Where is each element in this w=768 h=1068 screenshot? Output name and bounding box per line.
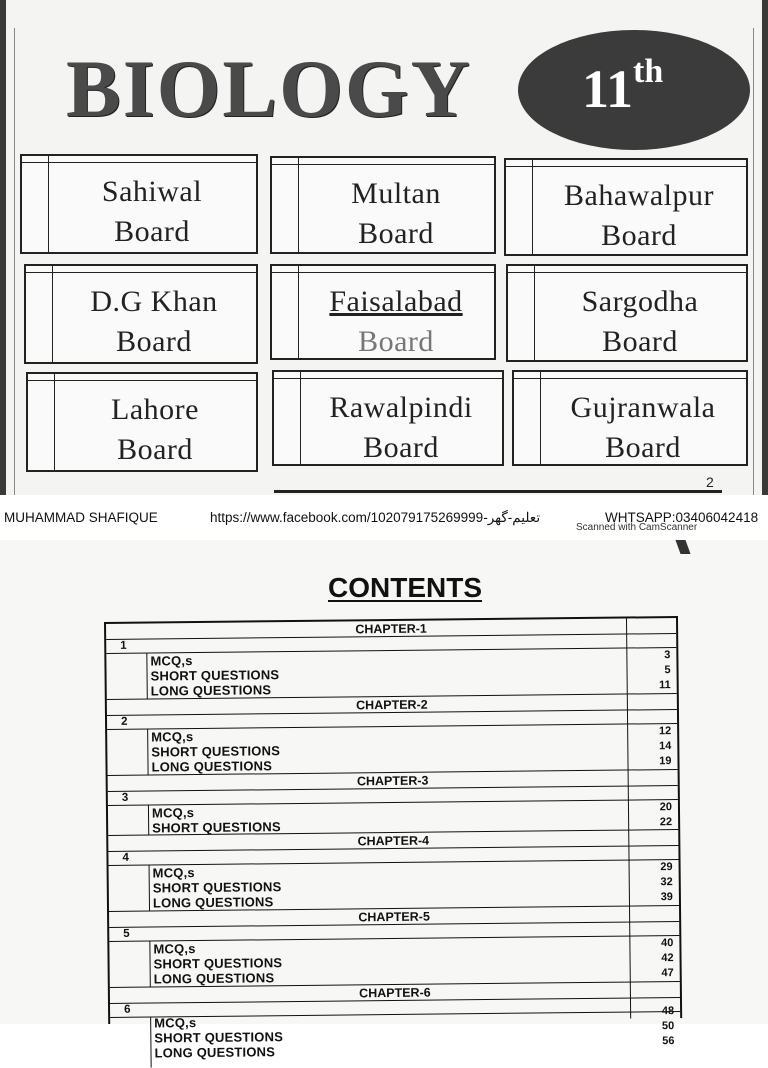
toc-entry[interactable]: LONG QUESTIONS <box>153 970 275 987</box>
board-card-rawalpindi[interactable] <box>272 370 504 466</box>
chapter-heading: CHAPTER-4 <box>357 833 430 849</box>
board-name: Lahore <box>111 393 199 426</box>
chapter-heading: CHAPTER-6 <box>359 985 431 1001</box>
board-suffix: Board <box>602 325 678 358</box>
toc-entry[interactable]: SHORT QUESTIONS <box>153 955 283 972</box>
board-name: Bahawalpur <box>564 179 714 212</box>
board-label <box>52 282 256 362</box>
chapter-number: 6 <box>123 1003 131 1016</box>
board-suffix: Board <box>117 433 193 466</box>
toc-page-number: 50 <box>661 1020 675 1033</box>
board-suffix: Board <box>605 431 681 464</box>
chapter-number: 3 <box>121 791 129 804</box>
toc-page-number: 39 <box>660 891 673 904</box>
board-label <box>298 282 494 362</box>
contents-title: CONTENTS <box>328 572 482 603</box>
toc-entry[interactable]: SHORT QUESTIONS <box>154 1029 284 1046</box>
chapter-block-6 <box>110 982 681 1068</box>
toc-entry[interactable]: SHORT QUESTIONS <box>152 819 281 836</box>
toc-page-number: 56 <box>662 1035 675 1048</box>
contents-table <box>104 616 682 1061</box>
board-name: D.G Khan <box>90 285 218 318</box>
toc-page-number: 29 <box>660 861 673 874</box>
chapter-block-2 <box>107 694 678 776</box>
footer <box>0 495 768 540</box>
facebook-link[interactable]: https://www.facebook.com/102079175269999-تعلیم-گھر <box>210 510 541 525</box>
toc-entry[interactable]: MCQ,s <box>152 865 195 881</box>
whatsapp-number: WHTSAPP:03406042418 <box>605 510 759 525</box>
toc-entry[interactable]: MCQ,s <box>154 1015 197 1031</box>
page-corner-shadow <box>675 540 690 554</box>
board-card-gujranwala[interactable] <box>512 370 748 466</box>
book-title: BIOLOGY <box>66 43 472 134</box>
grade-label <box>582 53 664 120</box>
board-card-faisalabad[interactable] <box>270 264 496 360</box>
chapter-block-4 <box>108 830 679 912</box>
toc-page-number: 48 <box>661 1005 675 1018</box>
divider <box>274 490 722 493</box>
toc-entry[interactable]: SHORT QUESTIONS <box>150 667 280 684</box>
cover-page <box>0 0 768 495</box>
board-name: Faisalabad <box>329 285 463 318</box>
chapter-heading: CHAPTER-5 <box>358 909 430 925</box>
toc-entry[interactable]: SHORT QUESTIONS <box>151 743 281 760</box>
toc-entry[interactable]: MCQ,s <box>151 729 194 745</box>
board-label <box>532 176 746 256</box>
board-card-sahiwal[interactable] <box>20 154 258 254</box>
toc-page-number: 5 <box>664 664 671 677</box>
board-name: Multan <box>351 177 441 210</box>
board-suffix: Board <box>601 219 677 252</box>
board-name: Gujranwala <box>570 391 716 424</box>
page-number: 2 <box>706 474 714 490</box>
toc-page-number: 3 <box>664 649 671 662</box>
toc-entry[interactable]: MCQ,s <box>150 653 193 669</box>
board-suffix: Board <box>358 217 434 250</box>
scanner-watermark: Scanned with CamScanner <box>576 522 698 533</box>
toc-entry[interactable]: LONG QUESTIONS <box>154 1044 276 1061</box>
board-card-bahawalpur[interactable] <box>504 158 748 256</box>
board-name: Sargodha <box>581 285 699 318</box>
board-suffix: Board <box>116 325 192 358</box>
board-label <box>540 388 746 468</box>
board-label <box>54 390 256 470</box>
board-label <box>298 174 494 254</box>
board-card-sargodha[interactable] <box>506 264 748 362</box>
toc-page-number: 19 <box>659 755 672 768</box>
board-label <box>48 172 256 252</box>
chapter-block-3 <box>108 770 679 836</box>
toc-page-number: 47 <box>661 967 674 980</box>
toc-page-number: 32 <box>660 876 673 889</box>
board-label <box>300 388 502 468</box>
contents-page <box>0 540 768 1061</box>
toc-entry[interactable]: SHORT QUESTIONS <box>152 879 282 896</box>
chapter-block-1 <box>106 618 677 700</box>
toc-page-number: 22 <box>659 816 673 829</box>
toc-page-number: 12 <box>658 725 672 738</box>
toc-entry[interactable]: LONG QUESTIONS <box>152 894 274 911</box>
chapter-number: 4 <box>122 851 129 864</box>
chapter-heading: CHAPTER-1 <box>355 621 427 637</box>
author-name: MUHAMMAD SHAFIQUE <box>4 510 158 525</box>
board-label <box>534 282 746 362</box>
board-name: Rawalpindi <box>329 391 473 424</box>
board-suffix: Board <box>363 431 439 464</box>
chapter-heading: CHAPTER-2 <box>356 697 428 713</box>
toc-entry[interactable]: LONG QUESTIONS <box>151 758 273 775</box>
board-name: Sahiwal <box>101 175 203 208</box>
chapter-number: 5 <box>123 927 130 940</box>
chapter-heading: CHAPTER-3 <box>356 773 429 789</box>
toc-page-number: 42 <box>661 952 674 965</box>
toc-page-number: 40 <box>661 937 674 950</box>
board-card-multan[interactable] <box>270 156 496 254</box>
grade-suffix: th <box>633 53 664 90</box>
chapter-block-5 <box>109 906 680 988</box>
chapter-number: 2 <box>120 715 128 728</box>
board-card-lahore[interactable] <box>26 372 258 472</box>
toc-page-number: 20 <box>659 801 673 814</box>
toc-page-number: 14 <box>659 740 672 753</box>
toc-page-number: 11 <box>658 679 671 692</box>
board-suffix: Board <box>114 215 190 248</box>
toc-entry[interactable]: MCQ,s <box>153 941 196 957</box>
toc-entry[interactable]: LONG QUESTIONS <box>150 682 272 699</box>
board-card-dg-khan[interactable] <box>24 264 258 364</box>
chapter-number: 1 <box>120 639 127 652</box>
grade-number: 11 <box>582 59 634 119</box>
toc-entry[interactable]: MCQ,s <box>151 805 195 821</box>
board-suffix: Board <box>358 325 434 358</box>
